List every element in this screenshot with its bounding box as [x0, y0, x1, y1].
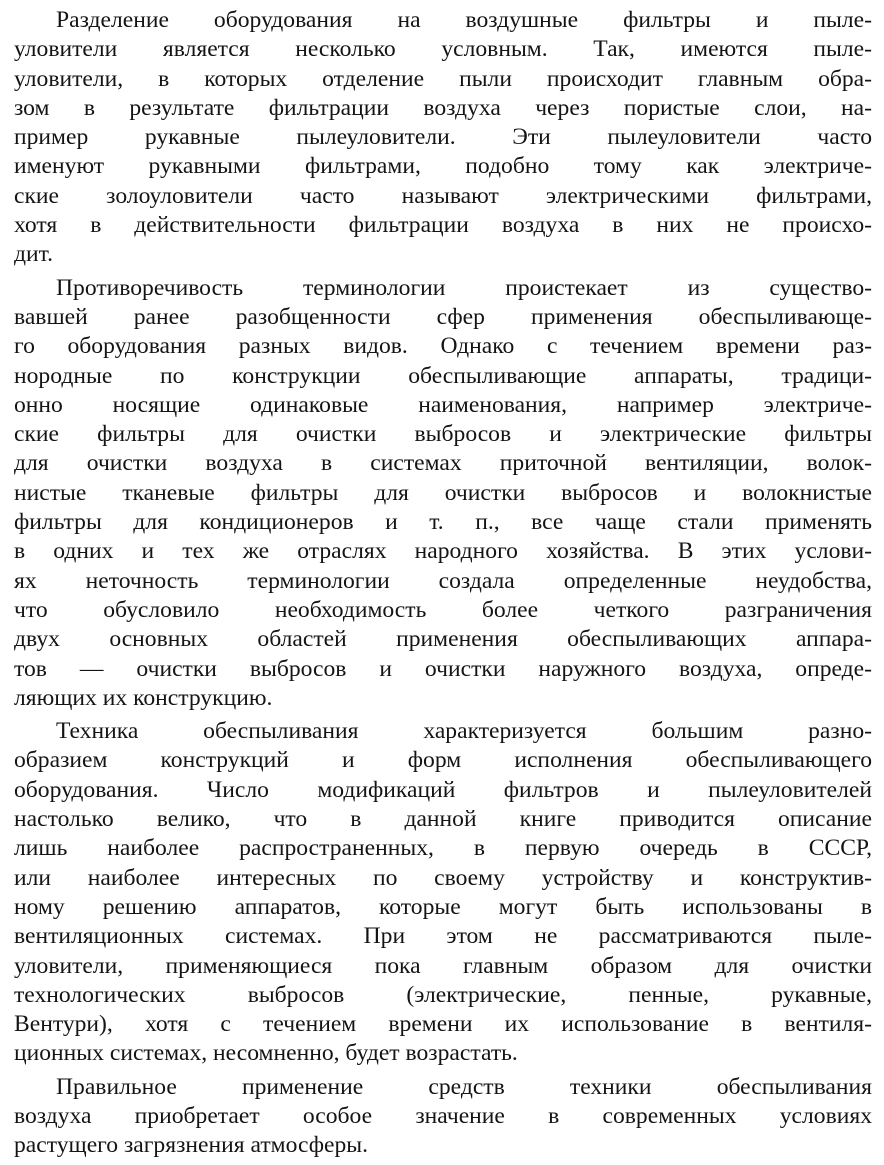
text-line: ские золоуловители часто называют электрическими фильтрами, [14, 182, 872, 209]
text-line: растущего загрязнения атмосферы. [14, 1132, 369, 1159]
text-line: онно носящие одинаковые наименования, например электриче- [14, 391, 872, 418]
text-line: уловители является несколько условным. Так, имеются пыле- [14, 36, 872, 63]
text-line: или наиболее интересных по своему устройству и конструктив- [14, 864, 872, 891]
text-line: зом в результате фильтрации воздуха через пористые слои, на- [14, 94, 872, 121]
text-line: что обусловило необходимость более четкого разграничения [14, 596, 872, 623]
text-line: ях неточность терминологии создала определенные неудобства, [14, 567, 872, 594]
text-line: образием конструкций и форм исполнения обеспыливающего [14, 747, 872, 774]
text-line: ному решению аппаратов, которые могут быть использованы в [14, 893, 872, 920]
document-page [14, 6, 872, 1165]
text-line: ционных системах, несомненно, будет возрастать. [14, 1040, 518, 1067]
text-line: воздуха приобретает особое значение в современных условиях [14, 1102, 872, 1129]
text-line: нистые тканевые фильтры для очистки выбросов и волокнистые [14, 479, 872, 506]
text-line: Противоречивость терминологии проистекает из существо- [56, 274, 872, 301]
text-line: дит. [14, 241, 54, 268]
text-line: двух основных областей применения обеспыливающих аппара- [14, 626, 872, 653]
text-line: в одних и тех же отраслях народного хозяйства. В этих услови- [14, 538, 872, 565]
text-line: нородные по конструкции обеспыливающие аппараты, традици- [14, 362, 872, 389]
text-line: технологических выбросов (электрические, пенные, рукавные, [14, 981, 872, 1008]
text-line: Техника обеспыливания характеризуется большим разно- [56, 718, 872, 745]
text-line: го оборудования разных видов. Однако с течением времени раз- [14, 333, 872, 360]
text-line: уловители, в которых отделение пыли происходит главным обра- [14, 65, 872, 92]
text-line: оборудования. Число модификаций фильтров и пылеуловителей [14, 776, 872, 803]
text-line: настолько велико, что в данной книге приводится описание [14, 806, 872, 833]
text-line: Правильное применение средств техники обеспыливания [56, 1073, 872, 1100]
paragraph-1 [14, 6, 872, 270]
text-line: вентиляционных системах. При этом не рассматриваются пыле- [14, 923, 872, 950]
text-line: Разделение оборудования на воздушные фильтры и пыле- [56, 7, 872, 33]
text-line: Вентури), хотя с течением времени их использование в вентиля- [14, 1011, 872, 1038]
text-line: для очистки воздуха в системах приточной вентиляции, волок- [14, 450, 872, 477]
paragraph-4 [14, 1073, 872, 1161]
text-line: фильтры для кондиционеров и т. п., все чаще стали применять [14, 509, 872, 536]
text-line: пример рукавные пылеуловители. Эти пылеуловители часто [14, 124, 872, 151]
paragraph-3 [14, 717, 872, 1069]
text-line: уловители, применяющиеся пока главным образом для очистки [14, 952, 872, 979]
text-line: ляющих их конструкцию. [14, 684, 273, 711]
paragraph-2 [14, 274, 872, 713]
text-line: лишь наиболее распространенных, в первую очередь в СССР, [14, 835, 872, 862]
text-line: именуют рукавными фильтрами, подобно тому как электриче- [14, 153, 872, 180]
text-line: ские фильтры для очистки выбросов и электрические фильтры [14, 421, 872, 448]
text-line: тов — очистки выбросов и очистки наружного воздуха, опреде- [14, 655, 872, 682]
text-line: вавшей ранее разобщенности сфер применения обеспыливающе- [14, 303, 872, 330]
text-line: хотя в действительности фильтрации воздуха в них не происхо- [14, 212, 872, 239]
